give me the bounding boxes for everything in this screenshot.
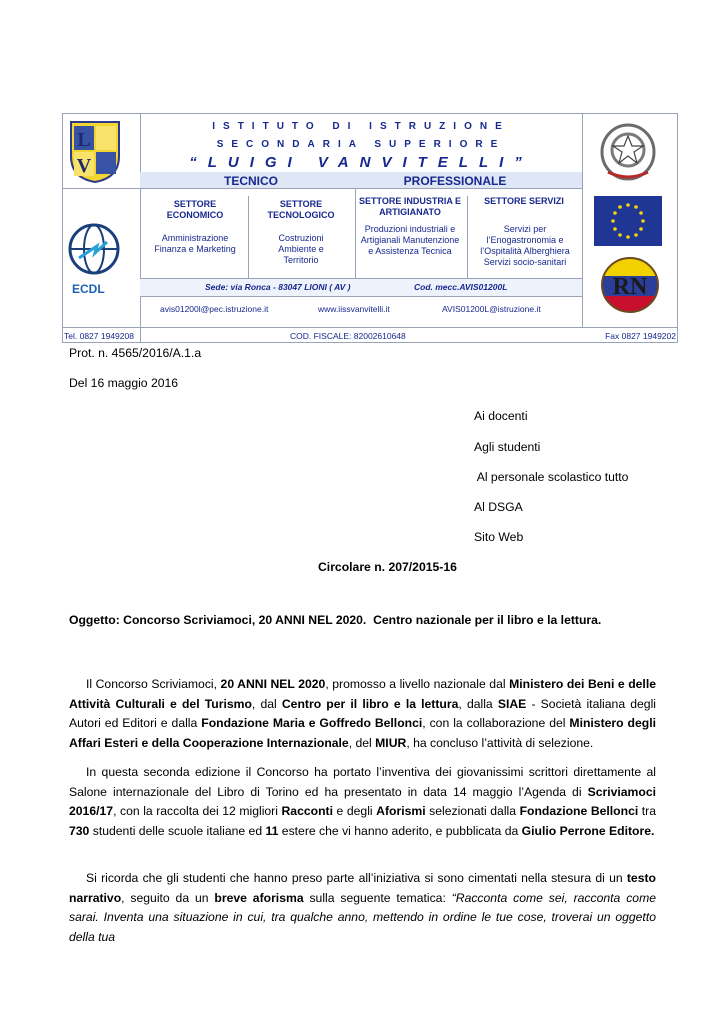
text-run: , del <box>348 735 376 750</box>
bold-text-run: Scriviamoci 2016/17 <box>69 784 656 819</box>
ecdl-globe-icon <box>67 222 121 276</box>
bold-text-run: Aforismi <box>376 804 426 819</box>
svg-text:L: L <box>77 129 91 151</box>
bold-text-run: Giulio Perrone Editore. <box>521 823 655 838</box>
website: www.iissvanvitelli.it <box>318 304 390 314</box>
recipient: Sito Web <box>474 530 524 544</box>
email: AVIS01200L@istruzione.it <box>442 304 541 314</box>
eu-flag-icon <box>594 196 662 246</box>
bold-text-run: Centro per il libro e la lettura <box>281 696 459 711</box>
letterhead-divider <box>467 196 468 278</box>
text-run: studenti delle scuole italiane ed <box>89 823 266 838</box>
cod-mecc: Cod. mecc.AVIS01200L <box>414 282 508 292</box>
bold-text-run: Ministero dei Beni e delle Attività Culturali e del Turismo <box>69 677 656 711</box>
sector-servizi-title: SETTORE SERVIZI <box>484 196 564 206</box>
letterhead-divider <box>355 188 356 278</box>
letterhead-divider <box>62 188 582 189</box>
svg-text:V: V <box>76 155 92 177</box>
bold-text-run: MIUR <box>375 735 407 750</box>
text-run: , dalla <box>458 696 498 711</box>
sector-tecnologico-body: Costruzioni Ambiente e Territorio <box>278 233 324 265</box>
recipient: Agli studenti <box>474 440 541 454</box>
sector-servizi-body: Servizi per l’Enogastronomia e l’Ospitalità Alberghiera Servizi socio-sanitari <box>480 224 570 267</box>
sector-economico-title: SETTORE ECONOMICO <box>166 199 224 220</box>
letterhead-divider <box>140 296 582 297</box>
address: Sede: via Ronca - 83047 LIONI ( AV ) <box>205 282 351 292</box>
bold-text-run: Racconti <box>281 804 333 819</box>
text-run: , con la collaborazione del <box>422 716 570 731</box>
school-crest-logo <box>68 120 122 184</box>
paragraph-1 <box>69 675 656 753</box>
sector-economico-body: Amministrazione Finanza e Marketing <box>154 233 236 254</box>
text-run: Il Concorso Scriviamoci, <box>86 677 221 691</box>
letterhead-divider <box>582 113 583 328</box>
letterhead-divider <box>248 196 249 278</box>
sector-industria-body: Produzioni industriali e Artigianali Manutenzione e Assistenza Tecnica <box>360 224 460 256</box>
ecdl-label: ECDL <box>72 282 105 296</box>
regional-crest-icon <box>600 256 660 314</box>
paragraph-3 <box>69 869 656 1024</box>
text-run: , con la raccolta dei 12 migliori <box>113 804 282 819</box>
professionale-label: PROFESSIONALE <box>403 174 507 188</box>
text-run: tra <box>638 804 657 819</box>
sector-industria-title: SETTORE INDUSTRIA E ARTIGIANATO <box>358 196 461 217</box>
text-run: , seguito da un <box>121 890 215 905</box>
school-name: “LUIGI VANVITELLI” <box>189 154 533 171</box>
svg-text:RN: RN <box>612 274 648 300</box>
bold-text-run: Fondazione Bellonci <box>519 804 639 819</box>
recipient: Al personale scolastico tutto <box>474 470 629 484</box>
bold-text-run: 730 <box>69 823 90 838</box>
text-run: estere che vi hanno aderito, e pubblicata da <box>278 823 522 838</box>
text-run: In questa seconda edizione il Concorso ha portato l’inventiva dei giovanissimi scrittori direttamente al Salone internazionale del Libro di Torino ed ha presentato in data 14 maggio l’Agenda di <box>69 765 656 799</box>
text-run: selezionati dalla <box>425 804 520 819</box>
recipient: Ai docenti <box>474 409 528 423</box>
tecnico-label: TECNICO <box>224 174 278 188</box>
text-run: , dal <box>251 696 282 711</box>
recipient: Al DSGA <box>474 500 523 514</box>
italic-text-run: “Racconta come sei, racconta come sarai. Inventa una situazione in cui, tra qualche anno, mettendo in ordine le tue cose, troverai un oggetto della tua <box>69 890 656 944</box>
fax: Fax 0827 1949202 <box>605 331 676 341</box>
bold-text-run: breve aforisma <box>214 890 304 905</box>
institute-line-2: SECONDARIA SUPERIORE <box>216 139 506 150</box>
bold-text-run: 20 ANNI NEL 2020 <box>220 677 326 691</box>
institute-line-1: ISTITUTO DI ISTRUZIONE <box>212 121 510 132</box>
text-run: - Società italiana degli Autori ed Editori e dalla <box>69 696 657 731</box>
sector-tecnologico-title: SETTORE TECNOLOGICO <box>267 199 335 220</box>
circular-number: Circolare n. 207/2015-16 <box>318 560 457 574</box>
protocol-number: Prot. n. 4565/2016/A.1.a <box>69 346 202 360</box>
letterhead-divider <box>62 327 678 328</box>
bold-text-run: Fondazione Maria e Goffredo Bellonci <box>201 716 423 731</box>
tax-code: COD. FISCALE: 82002610648 <box>290 331 406 341</box>
document-date: Del 16 maggio 2016 <box>69 376 179 390</box>
italian-emblem-icon <box>598 120 658 182</box>
paragraph-2 <box>69 763 656 841</box>
text-run: sulla seguente tematica: <box>303 890 452 905</box>
bold-text-run: testo narrativo <box>69 871 656 905</box>
text-run: , promosso a livello nazionale dal <box>325 677 510 691</box>
pec-email: avis01200l@pec.istruzione.it <box>160 304 269 314</box>
text-run: , ha concluso l’attività di selezione. <box>406 735 594 750</box>
text-run: Si ricorda che gli studenti che hanno preso parte all’iniziativa si sono cimentati nella stesura di un <box>86 871 627 885</box>
bold-text-run: 11 <box>265 823 279 838</box>
bold-text-run: SIAE <box>497 696 527 711</box>
subject-line: Oggetto: Concorso Scriviamoci, 20 ANNI NEL 2020. Centro nazionale per il libro e la lettura. <box>69 613 602 627</box>
telephone: Tel. 0827 1949208 <box>64 331 134 341</box>
text-run: e degli <box>332 804 377 819</box>
bold-text-run: Ministero degli Affari Esteri e della Cooperazione Internazionale <box>69 716 656 750</box>
